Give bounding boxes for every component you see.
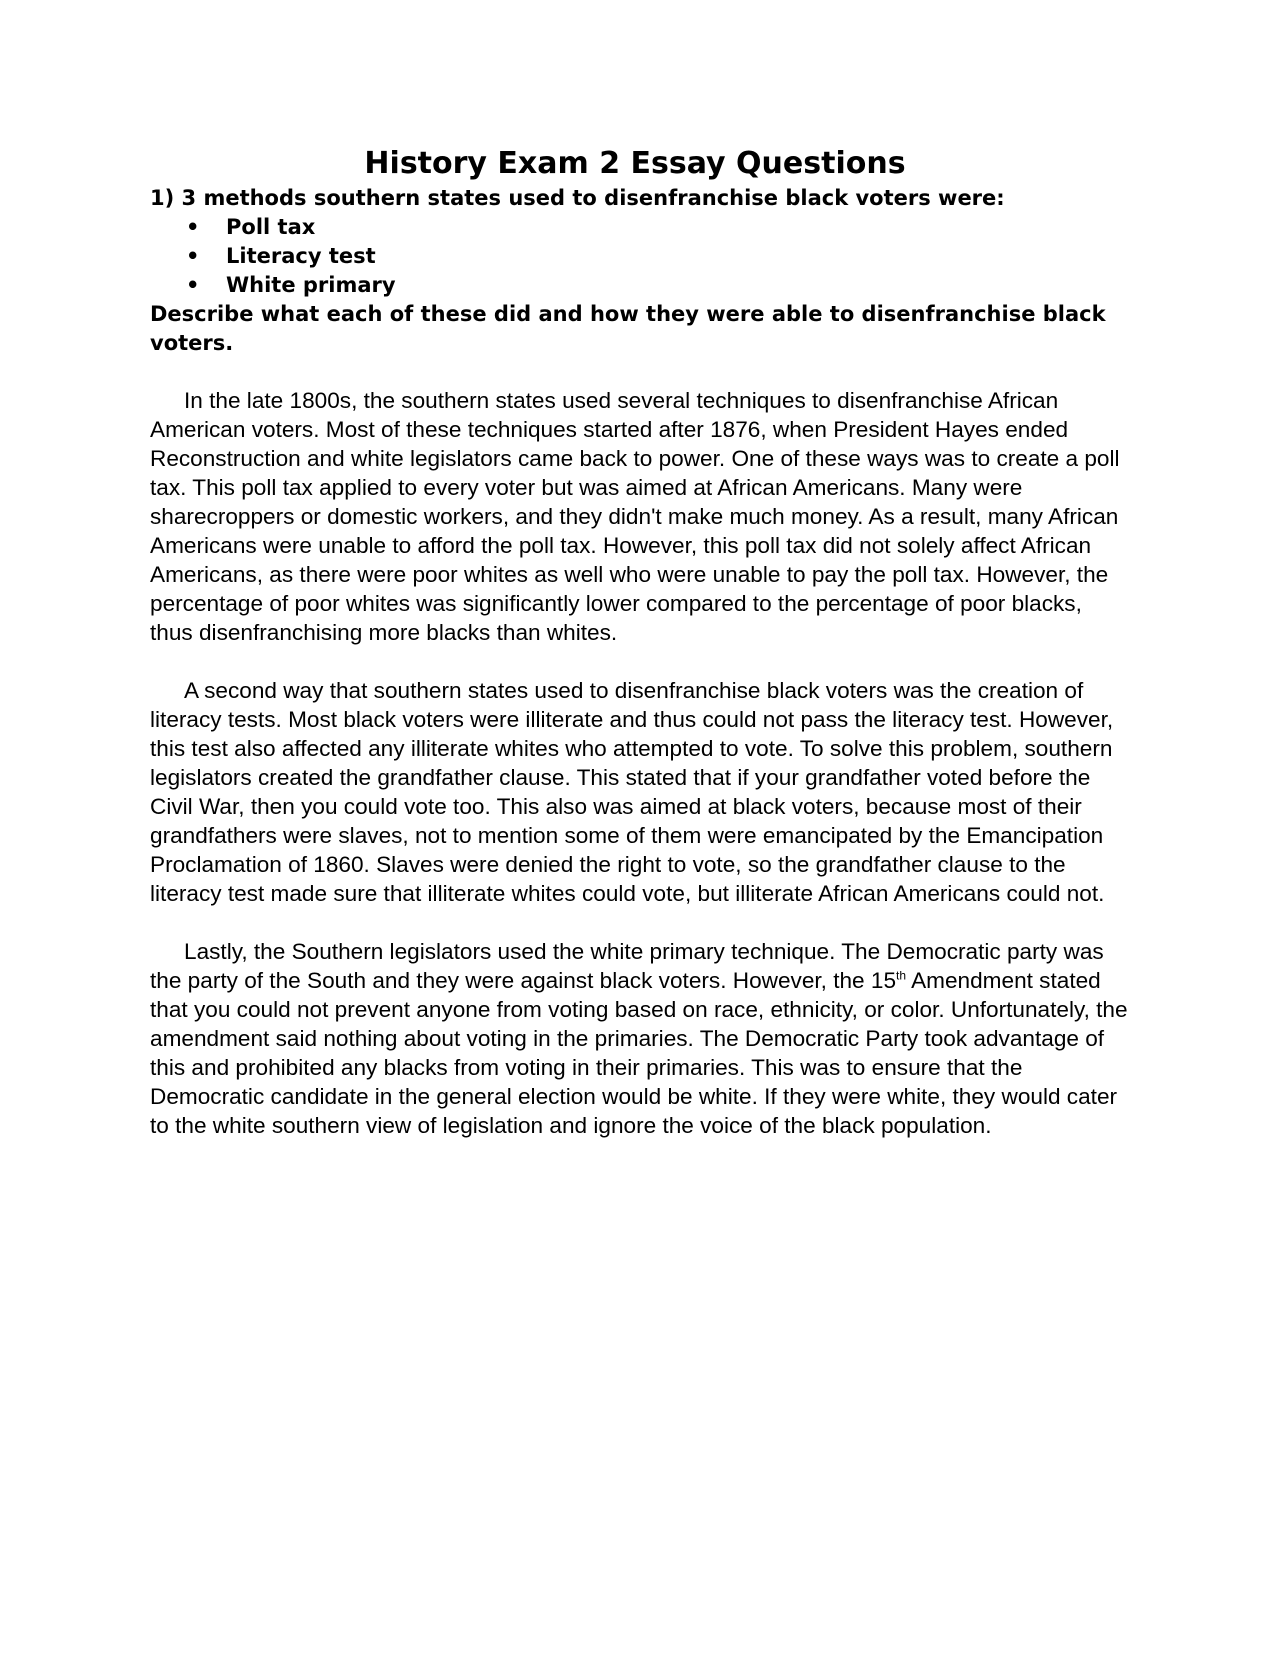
method-label: Literacy test (226, 244, 376, 268)
essay-prompt: Describe what each of these did and how they were able to disenfranchise black voters. (150, 302, 1106, 355)
paragraph-3-text-start: Lastly, the Southern legislators used the white primary technique. The Democratic party was the party of the South and they were against black voters. However, the 15 (150, 939, 1104, 993)
method-label: White primary (226, 273, 396, 297)
essay-paragraph-2: A second way that southern states used to disenfranchise black voters was the creation of literacy tests. Most black voters were illiterate and thus could not pass the literacy test. However, this test also affected any illiterate whites who attempted to vote. To solve this problem, southern legislators created the grandfather clause. This stated that if your grandfather voted before the Civil War, then you could vote too. This also was aimed at black voters, because most of their grandfathers were slaves, not to mention some of them were emancipated by the Emancipation Proclamation of 1860. Slaves were denied the right to vote, so the grandfather clause to the literacy test made sure that illiterate whites could vote, but illiterate African Americans could not. (150, 678, 1114, 906)
ordinal-superscript: th (896, 968, 907, 983)
bullet-icon: • (186, 215, 200, 239)
method-label: Poll tax (226, 215, 316, 239)
list-item (150, 242, 1130, 271)
document-title: History Exam 2 Essay Questions (364, 146, 906, 181)
question-text: 1) 3 methods southern states used to disenfranchise black voters were: (150, 186, 1005, 210)
essay-paragraph-1: In the late 1800s, the southern states used several techniques to disenfranchise African American voters. Most of these techniques started after 1876, when President Hayes ended Reconstruction and white legislators came back to power. One of these ways was to create a poll tax. This poll tax applied to every voter but was aimed at African Americans. Many were sharecroppers or domestic workers, and they didn't make much money. As a result, many African Americans were unable to afford the poll tax. However, this poll tax did not solely affect African Americans, as there were poor whites as well who were unable to pay the poll tax. However, the percentage of poor whites was significantly lower compared to the percentage of poor blacks, thus disenfranchising more blacks than whites. (150, 388, 1120, 645)
essay-paragraph-3 (150, 937, 1130, 1140)
list-item (150, 213, 1130, 242)
bullet-icon: • (186, 273, 200, 297)
list-item (150, 271, 1130, 300)
method-list (150, 213, 1130, 300)
bullet-icon: • (186, 244, 200, 268)
document-page (150, 146, 1130, 1169)
paragraph-3-text-end: Amendment stated that you could not prevent anyone from voting based on race, ethnicity, or color. Unfortunately, the amendment said nothing about voting in the primaries. The Democratic Party took advantage of this and prohibited any blacks from voting in their primaries. This was to ensure that the Democratic candidate in the general election would be white. If they were white, they would cater to the white southern view of legislation and ignore the voice of the black population. (150, 968, 1128, 1138)
